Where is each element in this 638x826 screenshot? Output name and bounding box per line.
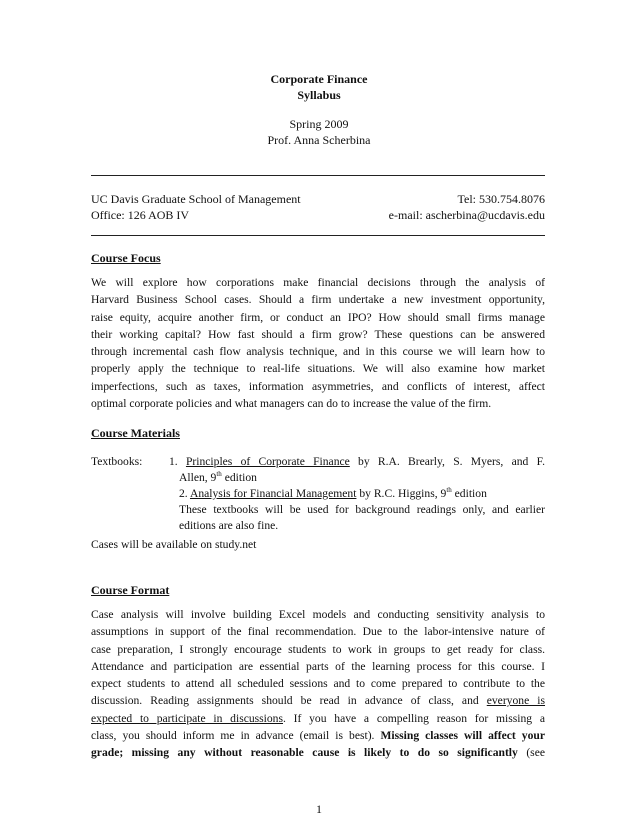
textbooks-label: Textbooks: bbox=[91, 455, 143, 468]
divider-bottom bbox=[91, 235, 545, 236]
participation-emphasis: everyone is bbox=[486, 694, 546, 708]
contact-row-1 bbox=[91, 191, 545, 207]
document-type: Syllabus bbox=[297, 88, 341, 102]
textbook-list bbox=[169, 454, 545, 534]
office-location: Office: 126 AOB IV bbox=[91, 208, 190, 222]
focus-line: properly apply the technique to real-life situations. We will also examine how market bbox=[91, 362, 545, 376]
course-materials-heading: Course Materials bbox=[91, 426, 180, 440]
focus-line: their working capital? How fast should a firm grow? These questions can be answered bbox=[91, 327, 545, 341]
course-focus-paragraph bbox=[91, 274, 545, 412]
focus-line: raise equity, acquire another firm, or conduct an IPO? How should small firms manage bbox=[91, 310, 545, 324]
format-line: case preparation, I strongly encourage students to work in groups to get ready for class. bbox=[91, 642, 545, 656]
school-name: UC Davis Graduate School of Management bbox=[91, 192, 301, 206]
course-focus-heading: Course Focus bbox=[91, 251, 161, 265]
contact-row-2 bbox=[91, 207, 545, 223]
format-line: assumptions in support of the final recommendation. Due to the labor-intensive nature of bbox=[91, 625, 545, 639]
page-number: 1 bbox=[316, 802, 322, 816]
textbook-2: 2. Analysis for Financial Management by R.C. Higgins, 9th edition bbox=[179, 486, 487, 500]
course-format-paragraph bbox=[91, 606, 545, 762]
focus-line: Harvard Business School cases. Should a firm undertake a new investment opportunity, bbox=[91, 293, 545, 307]
format-line: expected to participate in discussions. If you have a compelling reason for missing a bbox=[91, 711, 545, 725]
focus-line: imperfections, such as taxes, information asymmetries, and conflicts of interest, affect bbox=[91, 379, 545, 393]
focus-line: optimal corporate policies and what managers can do to increase the value of the firm. bbox=[91, 397, 492, 411]
textbook-2-title: Analysis for Financial Management bbox=[189, 487, 357, 500]
course-format-heading: Course Format bbox=[91, 583, 170, 597]
focus-line: through incremental cash flow analysis technique, and in this course we will learn how to bbox=[91, 345, 545, 359]
format-line: discussion. Reading assignments should be read in advance of class, and everyone is bbox=[91, 694, 546, 708]
format-line: Attendance and participation are essential parts of the learning process for this course. I bbox=[91, 659, 545, 673]
format-line: expect students to attend all scheduled sessions and to come prepared to contribute to the bbox=[91, 677, 545, 691]
textbook-1-edition: Allen, 9th edition bbox=[179, 470, 257, 484]
term: Spring 2009 bbox=[289, 117, 349, 131]
course-title: Corporate Finance bbox=[270, 72, 368, 86]
telephone: Tel: 530.754.8076 bbox=[457, 192, 545, 206]
textbook-note-line: These textbooks will be used for background readings only, and earlier bbox=[179, 503, 545, 516]
attendance-warning: Missing classes will affect your bbox=[380, 729, 545, 743]
format-line: Case analysis will involve building Excel models and conducting sensitivity analysis to bbox=[91, 608, 545, 621]
cases-note: Cases will be available on study.net bbox=[91, 538, 257, 551]
divider-top bbox=[91, 175, 545, 176]
format-line: grade; missing any without reasonable cause is likely to do so significantly (see bbox=[91, 746, 545, 760]
focus-line: We will explore how corporations make financial decisions through the analysis of bbox=[91, 276, 545, 289]
textbook-1: 1. Principles of Corporate Finance by R.A. Brearly, S. Myers, and F. bbox=[169, 455, 545, 468]
email-address: e-mail: ascherbina@ucdavis.edu bbox=[388, 208, 545, 222]
textbook-1-title: Principles of Corporate Finance bbox=[185, 455, 350, 468]
participation-emphasis: expected to participate in discussions bbox=[91, 711, 283, 725]
textbook-note-line: editions are also fine. bbox=[179, 519, 279, 532]
attendance-warning: grade; missing any without reasonable cause is likely to do so significantly bbox=[91, 746, 518, 760]
format-line: class, you should inform me in advance (email is best). Missing classes will affect your bbox=[91, 729, 545, 743]
instructor: Prof. Anna Scherbina bbox=[267, 133, 371, 147]
